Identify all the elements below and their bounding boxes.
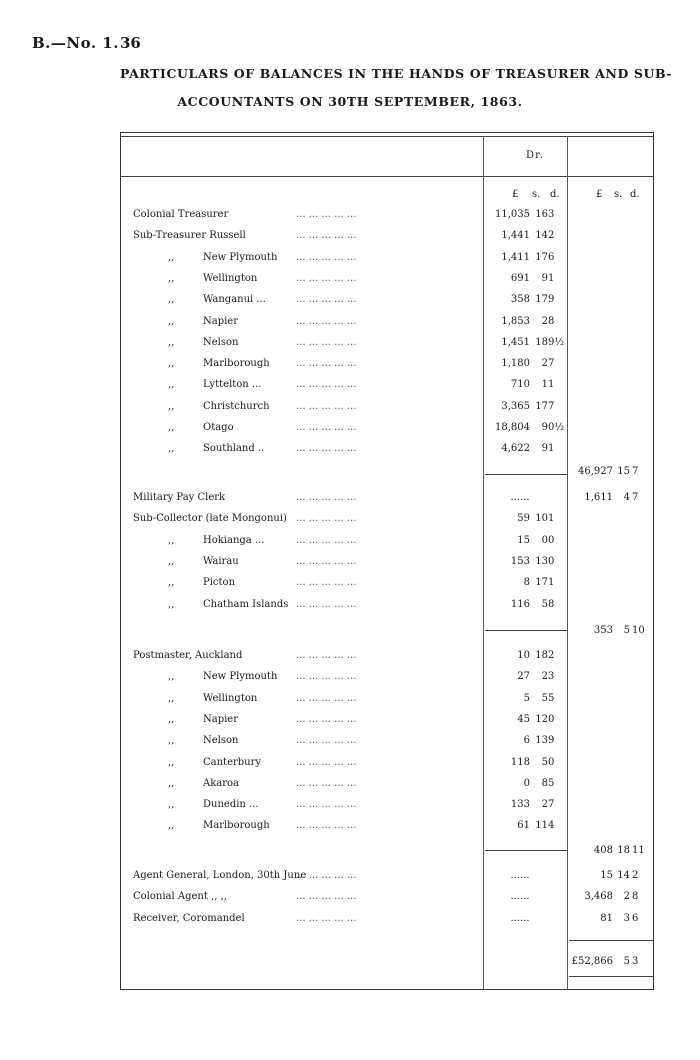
- row-label: Sub-Collector (late Mongonui): [133, 513, 287, 524]
- col-divider-2: [567, 136, 568, 990]
- unit-pound-total: £: [596, 189, 603, 200]
- ditto-mark: ,,: [168, 535, 175, 546]
- row-label: Wellington: [203, 693, 258, 704]
- amount-blank: ......: [510, 492, 530, 503]
- ditto-mark: ,,: [168, 379, 175, 390]
- leader-dots: ... ... ... ... ...: [296, 671, 357, 682]
- title-line-1: PARTICULARS OF BALANCES IN THE HANDS OF TREASURER AND SUB-: [120, 66, 673, 81]
- amount-pounds: 133: [510, 799, 530, 810]
- amount-pounds: 118: [510, 757, 530, 768]
- amount-shillings: 10: [535, 513, 548, 524]
- amount-shillings: 2: [541, 671, 548, 682]
- ditto-mark: ,,: [168, 422, 175, 433]
- amount-shillings: 4: [623, 492, 630, 503]
- amount-shillings: 5: [541, 757, 548, 768]
- amount-pounds: 11,035: [495, 209, 530, 220]
- amount-shillings: 17: [535, 294, 548, 305]
- row-label: Wellington: [203, 273, 258, 284]
- leader-dots: ... ... ... ... ...: [296, 492, 357, 503]
- leader-dots: ... ... ... ... ...: [296, 799, 357, 810]
- amount-pounds: 1,180: [501, 358, 530, 369]
- ditto-mark: ,,: [168, 316, 175, 327]
- ditto-mark: ,,: [168, 443, 175, 454]
- amount-pence: 1: [548, 443, 555, 454]
- amount-shillings: 0: [541, 535, 548, 546]
- amount-pence: 9: [548, 735, 555, 746]
- amount-pounds: 18,804: [495, 422, 530, 433]
- amount-pence: 9½: [548, 337, 565, 348]
- amount-shillings: 17: [535, 577, 548, 588]
- amount-pounds: 358: [510, 294, 530, 305]
- leader-dots: ... ... ... ... ...: [296, 714, 357, 725]
- amount-pence: 1: [548, 379, 555, 390]
- table-frame: [120, 132, 654, 990]
- amount-pounds: 5: [523, 693, 530, 704]
- unit-shilling-total: s.: [614, 189, 623, 200]
- amount-shillings: 5: [623, 625, 630, 636]
- leader-dots: ... ... ... ... ...: [296, 650, 357, 661]
- doc-reference: B.—No. 1.: [32, 34, 119, 52]
- ditto-mark: ,,: [168, 693, 175, 704]
- amount-shillings: 11: [535, 820, 548, 831]
- amount-pounds: 1,451: [501, 337, 530, 348]
- leader-dots: ... ... ... ... ...: [296, 913, 357, 924]
- dr-header: Dr.: [526, 150, 544, 161]
- amount-shillings: 8: [541, 778, 548, 789]
- amount-pence: 7: [632, 466, 639, 477]
- row-label: Military Pay Clerk: [133, 492, 226, 503]
- ditto-mark: ,,: [168, 671, 175, 682]
- amount-pence: 2: [548, 230, 555, 241]
- amount-pence: 7: [632, 492, 639, 503]
- amount-pounds: £52,866: [571, 956, 613, 967]
- amount-shillings: 15: [617, 466, 630, 477]
- ditto-mark: ,,: [168, 556, 175, 567]
- leader-dots: ... ... ... ... ...: [296, 337, 357, 348]
- amount-shillings: 9: [541, 273, 548, 284]
- amount-shillings: 9: [541, 443, 548, 454]
- row-label: New Plymouth: [203, 671, 278, 682]
- amount-pence: 0½: [548, 422, 565, 433]
- row-label: Picton: [203, 577, 236, 588]
- amount-pence: 0: [548, 757, 555, 768]
- ditto-mark: ,,: [168, 735, 175, 746]
- row-label: Nelson: [203, 337, 239, 348]
- amount-shillings: 3: [623, 913, 630, 924]
- amount-pounds: 61: [517, 820, 530, 831]
- amount-pounds: 15: [517, 535, 530, 546]
- amount-shillings: 14: [617, 870, 630, 881]
- leader-dots: ... ... ... ... ...: [296, 556, 357, 567]
- amount-shillings: 5: [623, 956, 630, 967]
- leader-dots: ... ... ... ... ...: [296, 513, 357, 524]
- amount-pence: 9: [548, 294, 555, 305]
- amount-pence: 3: [548, 209, 555, 220]
- row-label: Napier: [203, 316, 239, 327]
- ditto-mark: ,,: [168, 799, 175, 810]
- amount-pence: 5: [548, 778, 555, 789]
- amount-pounds: 45: [517, 714, 530, 725]
- amount-pence: 1: [548, 273, 555, 284]
- row-label: Colonial Treasurer: [133, 209, 229, 220]
- ditto-mark: ,,: [168, 599, 175, 610]
- unit-pound-dr: £: [512, 189, 519, 200]
- leader-dots: ... ... ... ... ...: [296, 358, 357, 369]
- amount-blank: ......: [510, 913, 530, 924]
- amount-pence: 3: [548, 671, 555, 682]
- amount-pence: 8: [548, 316, 555, 327]
- amount-shillings: 18: [535, 650, 548, 661]
- leader-dots: ... ... ... ... ...: [296, 535, 357, 546]
- ditto-mark: ,,: [168, 778, 175, 789]
- amount-pounds: 0: [523, 778, 530, 789]
- row-label: Receiver, Coromandel: [133, 913, 245, 924]
- amount-pounds: 408: [593, 845, 613, 856]
- amount-pence: 7: [548, 401, 555, 412]
- amount-pence: 8: [548, 599, 555, 610]
- leader-dots: ... ... ... ... ...: [296, 599, 357, 610]
- amount-shillings: 2: [541, 358, 548, 369]
- page-number: 36: [120, 34, 141, 52]
- amount-pounds: 46,927: [578, 466, 613, 477]
- ditto-mark: ,,: [168, 358, 175, 369]
- amount-shillings: 14: [535, 230, 548, 241]
- leader-dots: ... ... ... ... ...: [296, 443, 357, 454]
- amount-shillings: 17: [535, 401, 548, 412]
- amount-pence: 2: [632, 870, 639, 881]
- amount-shillings: 13: [535, 735, 548, 746]
- ditto-mark: ,,: [168, 337, 175, 348]
- row-label: Agent General, London, 30th June: [133, 870, 307, 881]
- amount-pounds: 8: [523, 577, 530, 588]
- row-label: Canterbury: [203, 757, 262, 768]
- amount-shillings: 5: [541, 693, 548, 704]
- ditto-mark: ,,: [168, 294, 175, 305]
- leader-dots: ... ... ... ... ...: [296, 294, 357, 305]
- amount-pence: 8: [632, 891, 639, 902]
- amount-shillings: 2: [541, 799, 548, 810]
- leader-dots: ... ... ... ... ...: [296, 757, 357, 768]
- amount-pounds: 1,853: [501, 316, 530, 327]
- amount-pounds: 27: [517, 671, 530, 682]
- title-line-2: ACCOUNTANTS ON 30TH SEPTEMBER, 1863.: [177, 94, 523, 109]
- amount-pence: 3: [632, 956, 639, 967]
- row-label: Wairau: [203, 556, 239, 567]
- amount-pence: 6: [632, 913, 639, 924]
- row-label: Sub-Treasurer Russell: [133, 230, 246, 241]
- ditto-mark: ,,: [168, 820, 175, 831]
- leader-dots: ... ... ... ... ...: [296, 401, 357, 412]
- leader-dots: ... ... ... ... ...: [296, 693, 357, 704]
- amount-pence: 0: [548, 556, 555, 567]
- row-label: Chatham Islands: [203, 599, 289, 610]
- row-label: Akaroa: [203, 778, 240, 789]
- ditto-mark: ,,: [168, 252, 175, 263]
- amount-pounds: 4,622: [501, 443, 530, 454]
- amount-pounds: 10: [517, 650, 530, 661]
- amount-shillings: 18: [535, 337, 548, 348]
- amount-shillings: 16: [535, 209, 548, 220]
- amount-shillings: 5: [541, 599, 548, 610]
- amount-pounds: 116: [510, 599, 530, 610]
- amount-pounds: 15: [600, 870, 613, 881]
- leader-dots: ... ... ... ... ...: [296, 577, 357, 588]
- amount-pounds: 153: [510, 556, 530, 567]
- amount-shillings: 18: [617, 845, 630, 856]
- leader-dots: ... ... ... ... ...: [296, 735, 357, 746]
- ditto-mark: ,,: [168, 577, 175, 588]
- leader-dots: ... ... ... ... ...: [296, 870, 357, 881]
- row-label: Otago: [203, 422, 234, 433]
- amount-pence: 4: [548, 820, 555, 831]
- row-label: Postmaster, Auckland: [133, 650, 243, 661]
- ditto-mark: ,,: [168, 714, 175, 725]
- amount-pounds: 1,411: [501, 252, 530, 263]
- amount-shillings: 1: [541, 379, 548, 390]
- grand-total-rule: [569, 940, 654, 941]
- amount-shillings: 17: [535, 252, 548, 263]
- row-label: Hokianga ...: [203, 535, 265, 546]
- amount-pence: 10: [632, 625, 645, 636]
- amount-pence: 1: [548, 577, 555, 588]
- amount-pounds: 1,441: [501, 230, 530, 241]
- leader-dots: ... ... ... ... ...: [296, 891, 357, 902]
- grand-total-bottom-rule: [569, 976, 654, 977]
- row-label: Nelson: [203, 735, 239, 746]
- amount-pence: 6: [548, 252, 555, 263]
- leader-dots: ... ... ... ... ...: [296, 422, 357, 433]
- row-label: Christchurch: [203, 401, 270, 412]
- amount-pounds: 691: [510, 273, 530, 284]
- leader-dots: ... ... ... ... ...: [296, 820, 357, 831]
- ditto-mark: ,,: [168, 401, 175, 412]
- leader-dots: ... ... ... ... ...: [296, 379, 357, 390]
- unit-shilling-dr: s.: [532, 189, 541, 200]
- amount-pence: 0: [548, 535, 555, 546]
- amount-pounds: 6: [523, 735, 530, 746]
- row-label: New Plymouth: [203, 252, 278, 263]
- amount-blank: ......: [510, 870, 530, 881]
- ditto-mark: ,,: [168, 757, 175, 768]
- amount-pounds: 3,468: [584, 891, 613, 902]
- amount-pence: 0: [548, 714, 555, 725]
- row-label: Marlborough: [203, 820, 270, 831]
- leader-dots: ... ... ... ... ...: [296, 252, 357, 263]
- leader-dots: ... ... ... ... ...: [296, 230, 357, 241]
- amount-pence: 7: [548, 358, 555, 369]
- row-label: Marlborough: [203, 358, 270, 369]
- header-bottom-rule: [120, 176, 654, 177]
- amount-shillings: 2: [623, 891, 630, 902]
- amount-shillings: 12: [535, 714, 548, 725]
- amount-shillings: 9: [541, 422, 548, 433]
- amount-shillings: 2: [541, 316, 548, 327]
- row-label: Lyttelton ...: [203, 379, 262, 390]
- unit-pence-dr: d.: [550, 189, 560, 200]
- amount-pence: 7: [548, 799, 555, 810]
- amount-pence: 5: [548, 693, 555, 704]
- leader-dots: ... ... ... ... ...: [296, 273, 357, 284]
- leader-dots: ... ... ... ... ...: [296, 209, 357, 220]
- amount-pence: 11: [632, 845, 645, 856]
- amount-shillings: 13: [535, 556, 548, 567]
- row-label: Napier: [203, 714, 239, 725]
- amount-blank: ......: [510, 891, 530, 902]
- row-label: Dunedin ...: [203, 799, 259, 810]
- row-label: Wanganui ...: [203, 294, 266, 305]
- ditto-mark: ,,: [168, 273, 175, 284]
- unit-pence-total: d.: [630, 189, 640, 200]
- row-label: Colonial Agent ,, ,,: [133, 891, 227, 902]
- amount-pence: 1: [548, 513, 555, 524]
- amount-pounds: 710: [510, 379, 530, 390]
- amount-pounds: 81: [600, 913, 613, 924]
- header-rule: [120, 136, 654, 137]
- amount-pounds: 59: [517, 513, 530, 524]
- amount-pounds: 3,365: [501, 401, 530, 412]
- amount-pounds: 353: [593, 625, 613, 636]
- leader-dots: ... ... ... ... ...: [296, 778, 357, 789]
- row-label: Southland ..: [203, 443, 265, 454]
- amount-pounds: 1,611: [584, 492, 613, 503]
- leader-dots: ... ... ... ... ...: [296, 316, 357, 327]
- amount-pence: 2: [548, 650, 555, 661]
